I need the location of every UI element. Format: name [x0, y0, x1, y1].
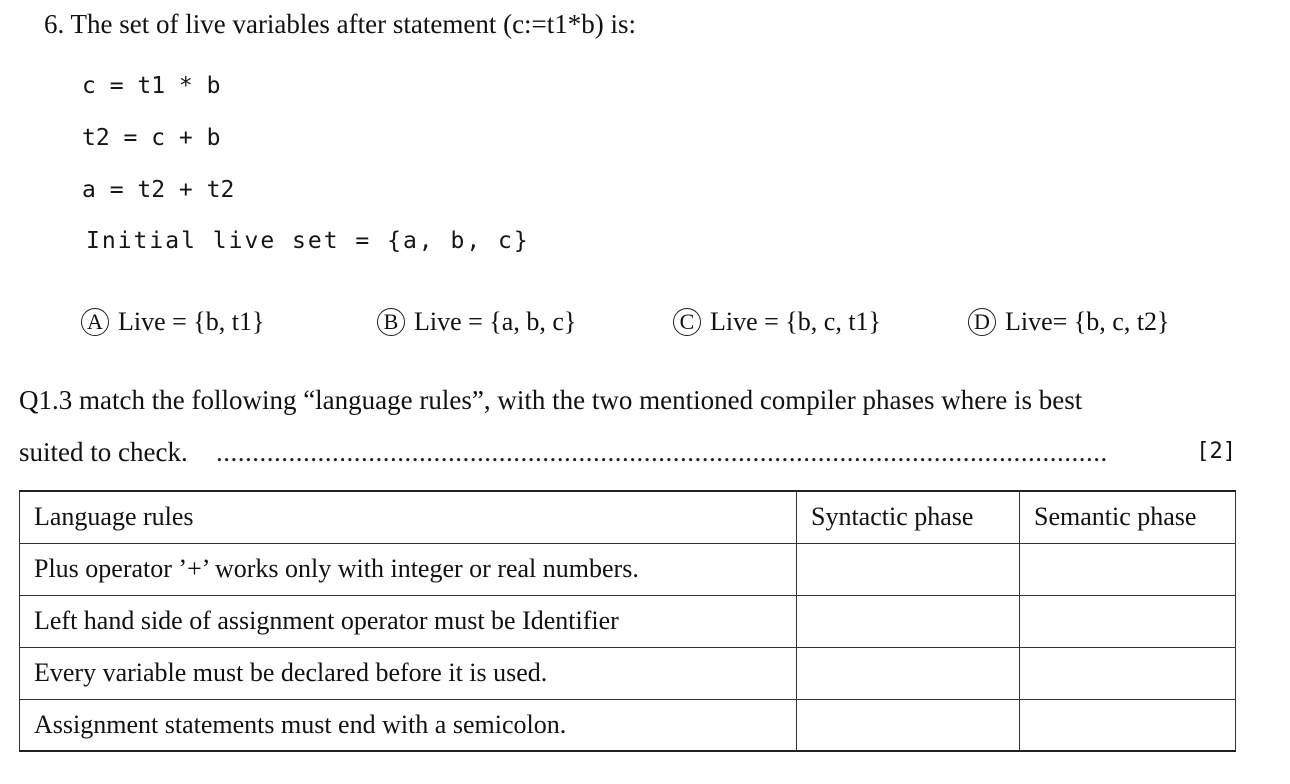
- option-c-circle-icon[interactable]: C: [673, 308, 701, 336]
- option-a-circle-icon[interactable]: A: [81, 308, 109, 336]
- language-rules-table: [19, 490, 1236, 752]
- question-q1-3-text: Q1.3 match the following “language rules”, with the two mentioned compiler phases where is best: [19, 385, 1083, 415]
- option-a[interactable]: [81, 305, 265, 339]
- question-q1-3-text-cont: suited to check.: [19, 437, 188, 467]
- table-row: [20, 543, 1236, 595]
- table-header-row: [20, 491, 1236, 543]
- table-row: [20, 647, 1236, 699]
- table-row: [20, 595, 1236, 647]
- header-language-rules: Language rules: [20, 491, 797, 543]
- semantic-answer-cell[interactable]: [1020, 543, 1236, 595]
- rule-cell: Assignment statements must end with a semicolon.: [20, 699, 797, 751]
- semantic-answer-cell[interactable]: [1020, 699, 1236, 751]
- option-d[interactable]: [968, 305, 1170, 339]
- syntactic-answer-cell[interactable]: [797, 595, 1020, 647]
- rule-cell: Left hand side of assignment operator must be Identifier: [20, 595, 797, 647]
- question-6-title: 6. The set of live variables after statement (c:=t1*b) is:: [44, 9, 637, 39]
- option-b[interactable]: [377, 305, 576, 339]
- option-c-label: Live = {b, c, t1}: [710, 307, 882, 336]
- option-d-label: Live= {b, c, t2}: [1005, 307, 1170, 336]
- option-b-label: Live = {a, b, c}: [414, 307, 577, 336]
- table-row: [20, 699, 1236, 751]
- option-b-circle-icon[interactable]: B: [377, 308, 405, 336]
- code-line-2: t2 = c + b: [82, 125, 221, 151]
- semantic-answer-cell[interactable]: [1020, 595, 1236, 647]
- initial-live-set: Initial live set = {a, b, c}: [86, 228, 530, 254]
- option-c[interactable]: [673, 305, 881, 339]
- code-line-3: a = t2 + t2: [82, 177, 235, 203]
- syntactic-answer-cell[interactable]: [797, 543, 1020, 595]
- header-semantic-phase: Semantic phase: [1020, 491, 1236, 543]
- option-a-label: Live = {b, t1}: [118, 307, 265, 336]
- rule-cell: Every variable must be declared before it is used.: [20, 647, 797, 699]
- dot-leader: ...........................................................................................................................: [216, 437, 1108, 467]
- rule-cell: Plus operator ’+’ works only with integer or real numbers.: [20, 543, 797, 595]
- option-d-circle-icon[interactable]: D: [968, 308, 996, 336]
- header-syntactic-phase: Syntactic phase: [797, 491, 1020, 543]
- code-line-1: c = t1 * b: [82, 73, 221, 99]
- syntactic-answer-cell[interactable]: [797, 699, 1020, 751]
- syntactic-answer-cell[interactable]: [797, 647, 1020, 699]
- marks-label: [2]: [1196, 439, 1236, 464]
- semantic-answer-cell[interactable]: [1020, 647, 1236, 699]
